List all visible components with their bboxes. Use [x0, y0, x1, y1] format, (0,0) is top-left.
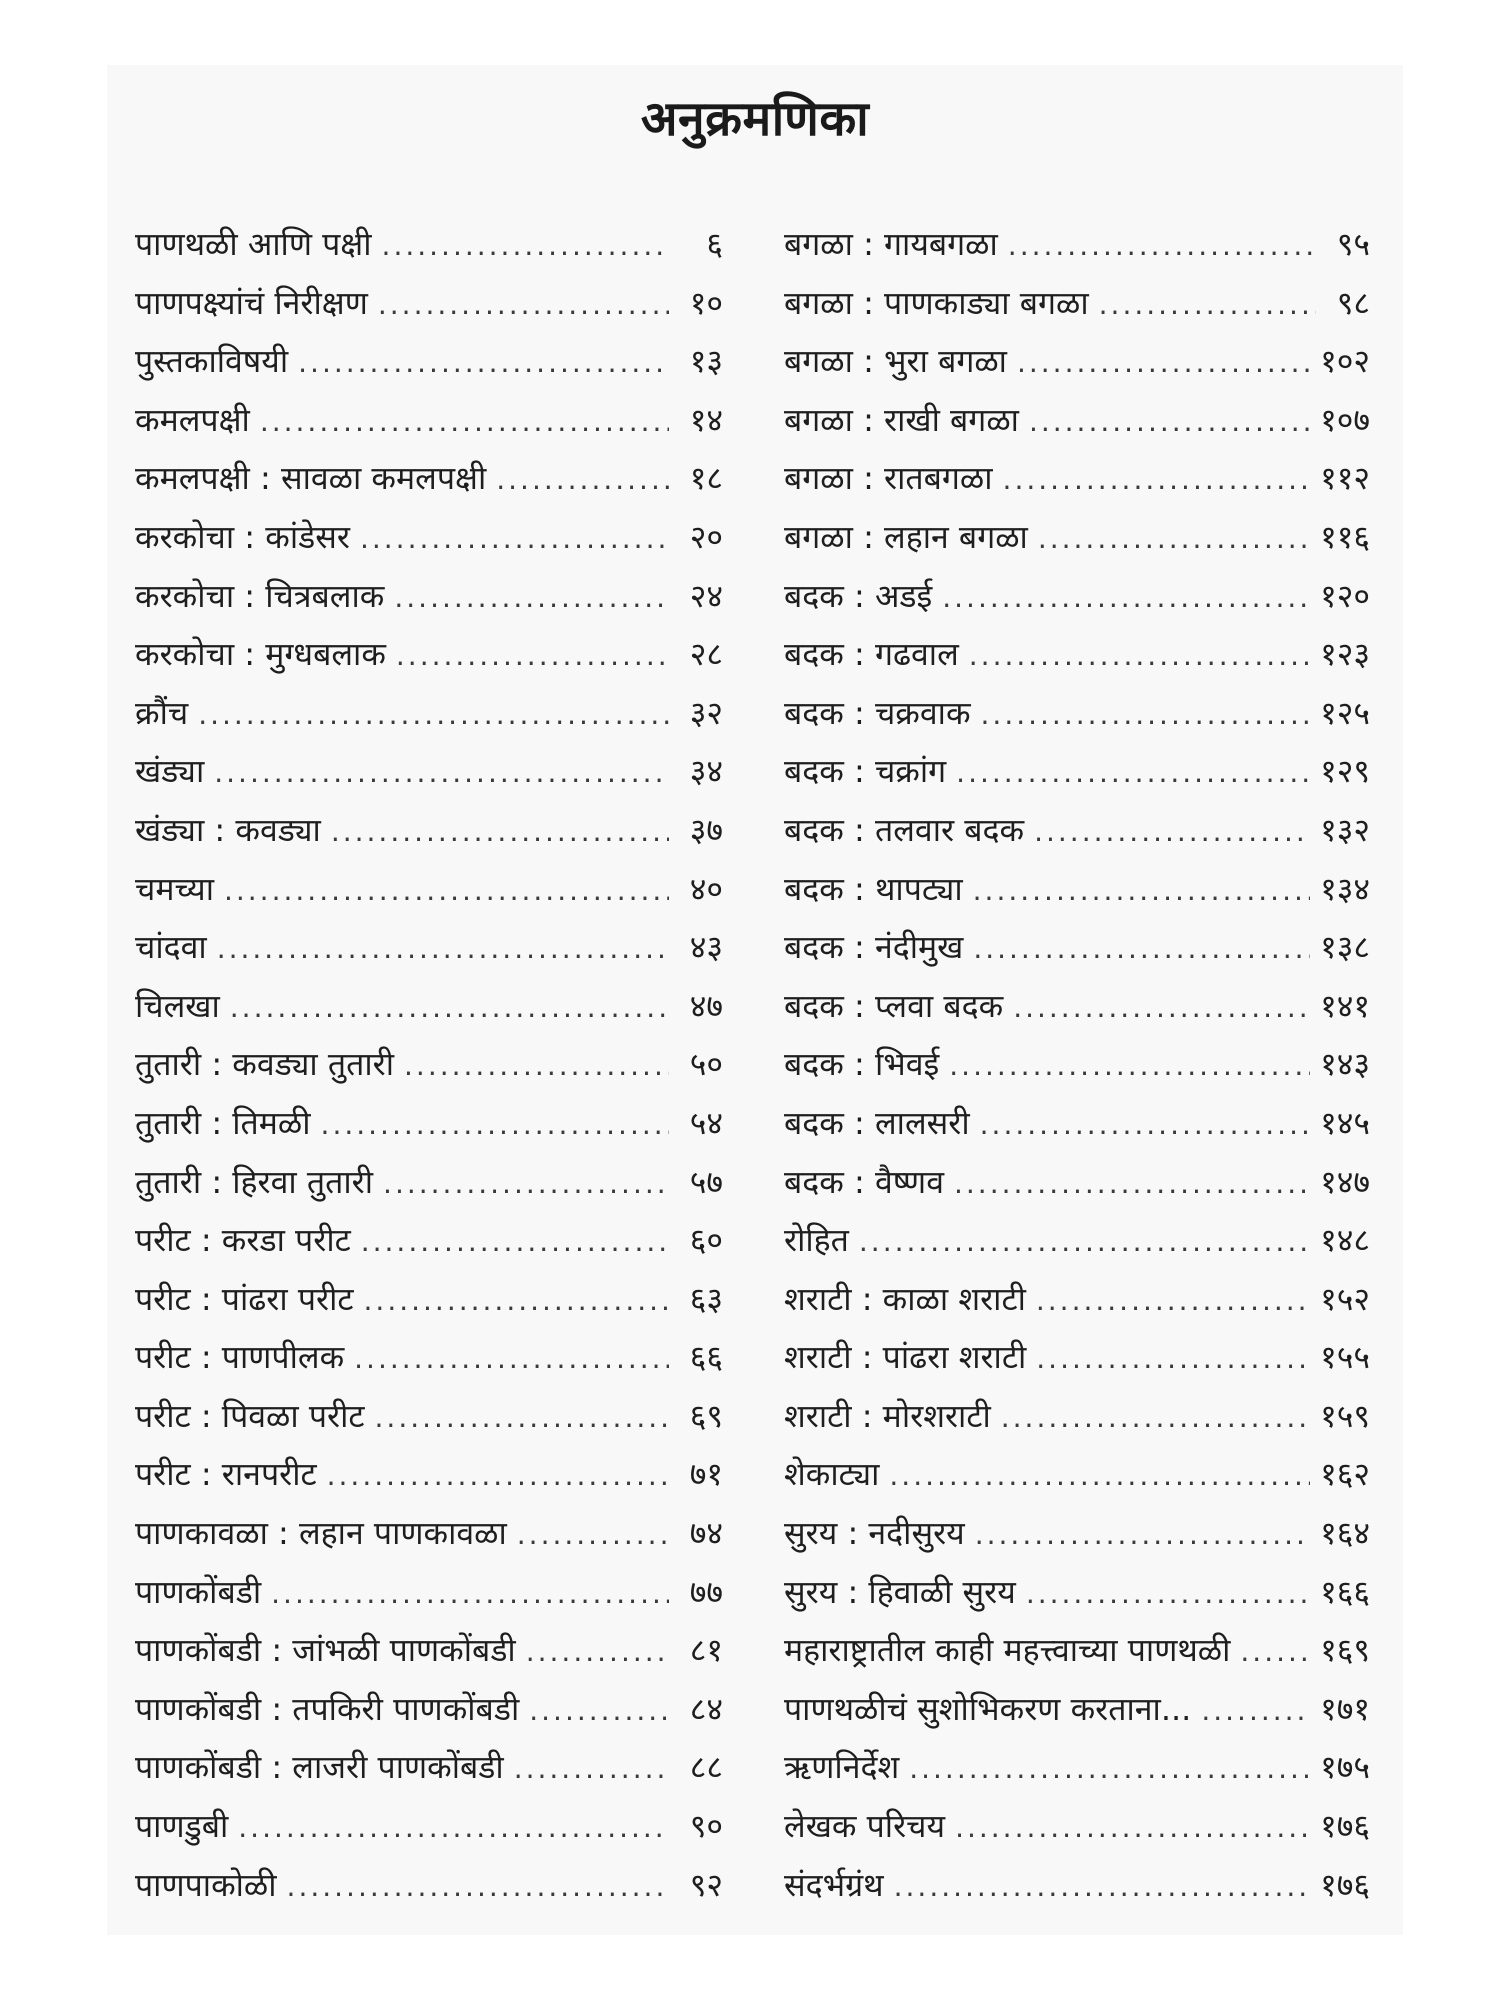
toc-entry-page-number: ११२: [1320, 459, 1370, 498]
dot-leader: [949, 1037, 1310, 1096]
toc-entry: [135, 1680, 723, 1739]
toc-entry-title: सुरय : हिवाळी सुरय: [784, 1572, 1016, 1611]
toc-entry-page-number: ३२: [689, 693, 723, 732]
page-title: अनुक्रमणिका: [640, 91, 870, 147]
toc-entry-title: रोहित: [784, 1221, 849, 1260]
toc-entry: [784, 1035, 1370, 1094]
dot-leader: [955, 1799, 1310, 1858]
toc-entry-page-number: १४३: [1320, 1045, 1370, 1084]
toc-entry: [135, 508, 723, 567]
toc-entry-page-number: १७६: [1320, 1865, 1370, 1904]
dot-leader: [1240, 1623, 1310, 1682]
toc-entry-title: करकोचा : मुग्धबलाक: [135, 635, 386, 674]
toc-entry: [135, 1445, 723, 1504]
toc-entry-title: पाणकोंबडी: [135, 1572, 262, 1611]
dot-leader: [1036, 1330, 1310, 1389]
toc-entry: [784, 567, 1370, 626]
toc-entry: [784, 1445, 1370, 1504]
toc-entry-title: बगळा : लहान बगळा: [784, 517, 1028, 556]
toc-entry-title: परीट : पाणपीलक: [135, 1338, 345, 1377]
toc-entry-title: खंड्या : कवड्या: [135, 810, 321, 849]
toc-entry-page-number: १७६: [1320, 1807, 1370, 1846]
dot-leader: [894, 1858, 1310, 1917]
toc-entry-title: तुतारी : हिरवा तुतारी: [135, 1162, 374, 1201]
toc-entry-title: परीट : पिवळा परीट: [135, 1396, 365, 1435]
toc-entry-title: बदक : भिवई: [784, 1045, 940, 1084]
toc-entry-page-number: १६४: [1320, 1514, 1370, 1553]
toc-entry: [784, 1856, 1370, 1915]
toc-entry-page-number: १७५: [1320, 1748, 1370, 1787]
toc-entry: [784, 801, 1370, 860]
toc-entry-page-number: ९०: [689, 1807, 723, 1846]
toc-entry: [784, 215, 1370, 274]
toc-entry: [784, 742, 1370, 801]
toc-entry-title: बगळा : भुरा बगळा: [784, 342, 1007, 381]
toc-entry-page-number: ५७: [689, 1162, 723, 1201]
toc-entry: [784, 274, 1370, 333]
dot-leader: [1026, 1565, 1310, 1624]
toc-entry: [784, 332, 1370, 391]
toc-entry: [135, 567, 723, 626]
toc-entry-page-number: १६९: [1320, 1631, 1370, 1670]
toc-entry: [784, 977, 1370, 1036]
toc-entry-page-number: १६६: [1320, 1572, 1370, 1611]
dot-leader: [514, 1740, 669, 1799]
dot-leader: [230, 979, 669, 1038]
toc-entry-page-number: ९२: [689, 1865, 723, 1904]
toc-entry: [135, 1094, 723, 1153]
toc-entry-title: पाणथळीचं सुशोभिकरण करताना...: [784, 1689, 1192, 1728]
toc-entry-page-number: १२५: [1320, 693, 1370, 732]
toc-entry: [135, 625, 723, 684]
toc-entry-title: सुरय : नदीसुरय: [784, 1514, 965, 1553]
toc-entry: [784, 684, 1370, 743]
toc-entry: [784, 1680, 1370, 1739]
toc-entry-page-number: २४: [689, 576, 723, 615]
toc-entry-page-number: ९५: [1336, 225, 1370, 263]
toc-entry-title: बदक : प्लवा बदक: [784, 986, 1004, 1025]
toc-entry-page-number: १८: [689, 459, 723, 498]
toc-entry-title: तुतारी : तिमळी: [135, 1103, 311, 1142]
toc-entry-title: बदक : तलवार बदक: [784, 810, 1025, 849]
toc-entry-page-number: ७७: [689, 1572, 723, 1611]
toc-entry-page-number: १२०: [1320, 576, 1370, 615]
toc-entry: [135, 1328, 723, 1387]
toc-entry: [135, 1270, 723, 1329]
toc-entry-title: पाणथळी आणि पक्षी: [135, 225, 372, 263]
dot-leader: [981, 686, 1311, 745]
dot-leader: [378, 276, 669, 335]
toc-entry-page-number: १३४: [1320, 869, 1370, 908]
toc-entry-page-number: १४१: [1320, 986, 1370, 1025]
toc-entry-title: करकोचा : चित्रबलाक: [135, 576, 385, 615]
dot-leader: [859, 1213, 1310, 1272]
dot-leader: [956, 744, 1310, 803]
toc-entry: [784, 1563, 1370, 1622]
toc-entry-title: चिलखा: [135, 986, 220, 1025]
toc-entry-page-number: ११६: [1320, 517, 1370, 556]
toc-entry-page-number: १४५: [1320, 1103, 1370, 1142]
toc-entry-page-number: ५४: [689, 1103, 723, 1142]
dot-leader: [969, 627, 1310, 686]
dot-leader: [889, 1447, 1310, 1506]
dot-leader: [396, 627, 669, 686]
toc-entry-page-number: १७१: [1320, 1689, 1370, 1728]
dot-leader: [298, 334, 669, 393]
toc-entry-title: कमलपक्षी: [135, 400, 250, 439]
toc-left-column: [135, 215, 723, 1914]
toc-entry-title: शराटी : काळा शराटी: [784, 1279, 1026, 1318]
toc-entry-page-number: ६०: [689, 1221, 723, 1260]
toc-entry-page-number: १०: [689, 283, 723, 322]
dot-leader: [198, 686, 669, 745]
dot-leader: [909, 1740, 1310, 1799]
toc-entry-page-number: २०: [689, 517, 723, 556]
dot-leader: [214, 744, 669, 803]
toc-entry-page-number: ८८: [689, 1748, 723, 1787]
toc-entry-title: परीट : करडा परीट: [135, 1221, 351, 1260]
dot-leader: [321, 1096, 669, 1155]
toc-entry: [135, 1738, 723, 1797]
dot-leader: [217, 920, 669, 979]
dot-leader: [980, 1096, 1310, 1155]
toc-entry-title: कमलपक्षी : सावळा कमलपक्षी: [135, 459, 487, 498]
toc-entry-page-number: ६: [706, 225, 723, 263]
dot-leader: [526, 1623, 669, 1682]
toc-entry: [784, 1211, 1370, 1270]
toc-entry-title: बगळा : गायबगळा: [784, 225, 998, 263]
dot-leader: [1017, 334, 1310, 393]
dot-leader: [529, 1682, 669, 1741]
dot-leader: [382, 217, 669, 276]
toc-right-column: [784, 215, 1370, 1914]
toc-entry: [135, 1621, 723, 1680]
toc-entry-title: बदक : चक्रांग: [784, 752, 947, 791]
toc-entry-title: बदक : लालसरी: [784, 1103, 970, 1142]
dot-leader: [1201, 1682, 1310, 1741]
dot-leader: [224, 862, 669, 921]
toc-entry: [135, 801, 723, 860]
toc-entry: [784, 1387, 1370, 1446]
toc-entry-title: बगळा : पाणकाड्या बगळा: [784, 283, 1089, 322]
toc-entry-page-number: ५०: [689, 1045, 723, 1084]
toc-entry: [784, 1738, 1370, 1797]
toc-entry-title: तुतारी : कवड्या तुतारी: [135, 1045, 395, 1084]
toc-entry: [784, 1328, 1370, 1387]
toc-entry-page-number: ८४: [689, 1689, 723, 1728]
dot-leader: [1003, 451, 1311, 510]
toc-entry: [135, 391, 723, 450]
toc-entry-title: संदर्भग्रंथ: [784, 1865, 884, 1904]
dot-leader: [260, 393, 669, 452]
toc-entry: [784, 1504, 1370, 1563]
toc-entry: [135, 449, 723, 508]
toc-entry-title: बदक : नंदीमुख: [784, 928, 964, 967]
dot-leader: [331, 803, 669, 862]
dot-leader: [1001, 1389, 1310, 1448]
toc-entry-page-number: ६६: [689, 1338, 723, 1377]
toc-entry-page-number: १३८: [1320, 928, 1370, 967]
dot-leader: [364, 1272, 669, 1331]
dot-leader: [1029, 393, 1310, 452]
toc-entry: [135, 684, 723, 743]
toc-entry-title: पाणडुबी: [135, 1807, 229, 1846]
toc-entry-title: ऋणनिर्देश: [784, 1748, 900, 1787]
toc-entry-page-number: १२९: [1320, 752, 1370, 791]
toc-entry-page-number: ३४: [689, 752, 723, 791]
toc-entry-page-number: ७४: [689, 1514, 723, 1553]
toc-entry: [135, 1211, 723, 1270]
toc-entry-title: पाणकावळा : लहान पाणकावळा: [135, 1514, 507, 1553]
toc-entry-title: पाणकोंबडी : जांभळी पाणकोंबडी: [135, 1631, 516, 1670]
toc-entry-title: लेखक परिचय: [784, 1807, 946, 1846]
toc-page: [107, 65, 1403, 1935]
toc-entry-page-number: २८: [689, 635, 723, 674]
toc-entry-page-number: ६९: [689, 1396, 723, 1435]
toc-entry-title: शराटी : पांढरा शराटी: [784, 1338, 1027, 1377]
toc-entry: [135, 742, 723, 801]
toc-entry: [135, 332, 723, 391]
toc-entry-title: खंड्या: [135, 752, 205, 791]
dot-leader: [973, 920, 1310, 979]
toc-entry: [135, 1856, 723, 1915]
toc-entry: [784, 860, 1370, 919]
dot-leader: [1008, 217, 1316, 276]
toc-entry: [135, 977, 723, 1036]
toc-entry-title: बदक : थापट्या: [784, 869, 963, 908]
toc-entry: [784, 1270, 1370, 1329]
toc-entry-title: बदक : गढवाल: [784, 635, 959, 674]
toc-entry-page-number: १३: [689, 342, 723, 381]
toc-entry-page-number: ८१: [689, 1631, 723, 1670]
toc-entry-page-number: ७१: [689, 1455, 723, 1494]
toc-entry-title: पाणकोंबडी : लाजरी पाणकोंबडी: [135, 1748, 504, 1787]
dot-leader: [361, 1213, 669, 1272]
dot-leader: [973, 862, 1310, 921]
toc-entry-page-number: १५९: [1320, 1396, 1370, 1435]
dot-leader: [1099, 276, 1316, 335]
toc-entry-page-number: १४७: [1320, 1162, 1370, 1201]
toc-entry-page-number: १५२: [1320, 1279, 1370, 1318]
toc-entry: [135, 1035, 723, 1094]
dot-leader: [942, 569, 1310, 628]
toc-entry-title: परीट : रानपरीट: [135, 1455, 317, 1494]
dot-leader: [1034, 803, 1310, 862]
toc-entry-title: बगळा : रातबगळा: [784, 459, 993, 498]
toc-entry-title: चमच्या: [135, 869, 214, 908]
toc-entry-title: चांदवा: [135, 928, 207, 967]
toc-entry-page-number: ३७: [689, 810, 723, 849]
dot-leader: [354, 1330, 669, 1389]
toc-entry: [135, 274, 723, 333]
toc-entry: [784, 1094, 1370, 1153]
toc-entry: [784, 508, 1370, 567]
toc-entry-title: शेकाट्या: [784, 1455, 880, 1494]
dot-leader: [360, 510, 669, 569]
toc-entry: [135, 1563, 723, 1622]
dot-leader: [496, 451, 669, 510]
dot-leader: [287, 1858, 669, 1917]
toc-entry: [135, 860, 723, 919]
toc-entry-title: परीट : पांढरा परीट: [135, 1279, 354, 1318]
toc-entry-page-number: ९८: [1336, 283, 1370, 322]
toc-entry-title: बगळा : राखी बगळा: [784, 400, 1019, 439]
toc-entry: [784, 918, 1370, 977]
toc-entry: [135, 1797, 723, 1856]
toc-entry-title: पाणकोंबडी : तपकिरी पाणकोंबडी: [135, 1689, 520, 1728]
toc-entry: [784, 449, 1370, 508]
toc-entry-title: क्रौंच: [135, 693, 189, 732]
toc-entry-title: पुस्तकाविषयी: [135, 342, 289, 381]
toc-entry-page-number: १०२: [1320, 342, 1370, 381]
toc-entry-title: बदक : वैष्णव: [784, 1162, 944, 1201]
dot-leader: [1036, 1272, 1310, 1331]
toc-entry-page-number: ६३: [689, 1279, 723, 1318]
toc-entry-title: बदक : चक्रवाक: [784, 693, 971, 732]
dot-leader: [975, 1506, 1310, 1565]
toc-entry-title: शराटी : मोरशराटी: [784, 1396, 991, 1435]
toc-entry: [135, 918, 723, 977]
dot-leader: [394, 569, 669, 628]
toc-entry-page-number: १३२: [1320, 810, 1370, 849]
toc-entry-page-number: ४३: [689, 928, 723, 967]
dot-leader: [1038, 510, 1310, 569]
dot-leader: [517, 1506, 669, 1565]
toc-entry: [784, 625, 1370, 684]
toc-entry-page-number: १०७: [1320, 400, 1370, 439]
toc-entry-page-number: १४: [689, 400, 723, 439]
toc-entry-page-number: १६२: [1320, 1455, 1370, 1494]
toc-entry-title: पाणपाकोळी: [135, 1865, 277, 1904]
toc-entry-page-number: ४७: [689, 986, 723, 1025]
toc-entry-title: बदक : अडई: [784, 576, 933, 615]
toc-entry-page-number: १५५: [1320, 1338, 1370, 1377]
dot-leader: [383, 1155, 669, 1214]
dot-leader: [238, 1799, 669, 1858]
toc-entry-page-number: १२३: [1320, 635, 1370, 674]
toc-entry: [135, 1153, 723, 1212]
toc-entry: [784, 391, 1370, 450]
toc-entry: [135, 1387, 723, 1446]
dot-leader: [327, 1447, 669, 1506]
toc-entry: [784, 1153, 1370, 1212]
toc-entry-title: पाणपक्ष्यांचं निरीक्षण: [135, 283, 368, 322]
dot-leader: [1013, 979, 1310, 1038]
dot-leader: [375, 1389, 669, 1448]
dot-leader: [404, 1037, 669, 1096]
toc-entry-title: महाराष्ट्रातील काही महत्त्वाच्या पाणथळी: [784, 1631, 1231, 1670]
toc-entry: [784, 1621, 1370, 1680]
dot-leader: [271, 1565, 669, 1624]
toc-entry-page-number: ४०: [689, 869, 723, 908]
toc-entry-title: करकोचा : कांडेसर: [135, 517, 350, 556]
toc-entry-page-number: १४८: [1320, 1221, 1370, 1260]
dot-leader: [954, 1155, 1310, 1214]
toc-entry: [784, 1797, 1370, 1856]
toc-entry: [135, 215, 723, 274]
toc-entry: [135, 1504, 723, 1563]
